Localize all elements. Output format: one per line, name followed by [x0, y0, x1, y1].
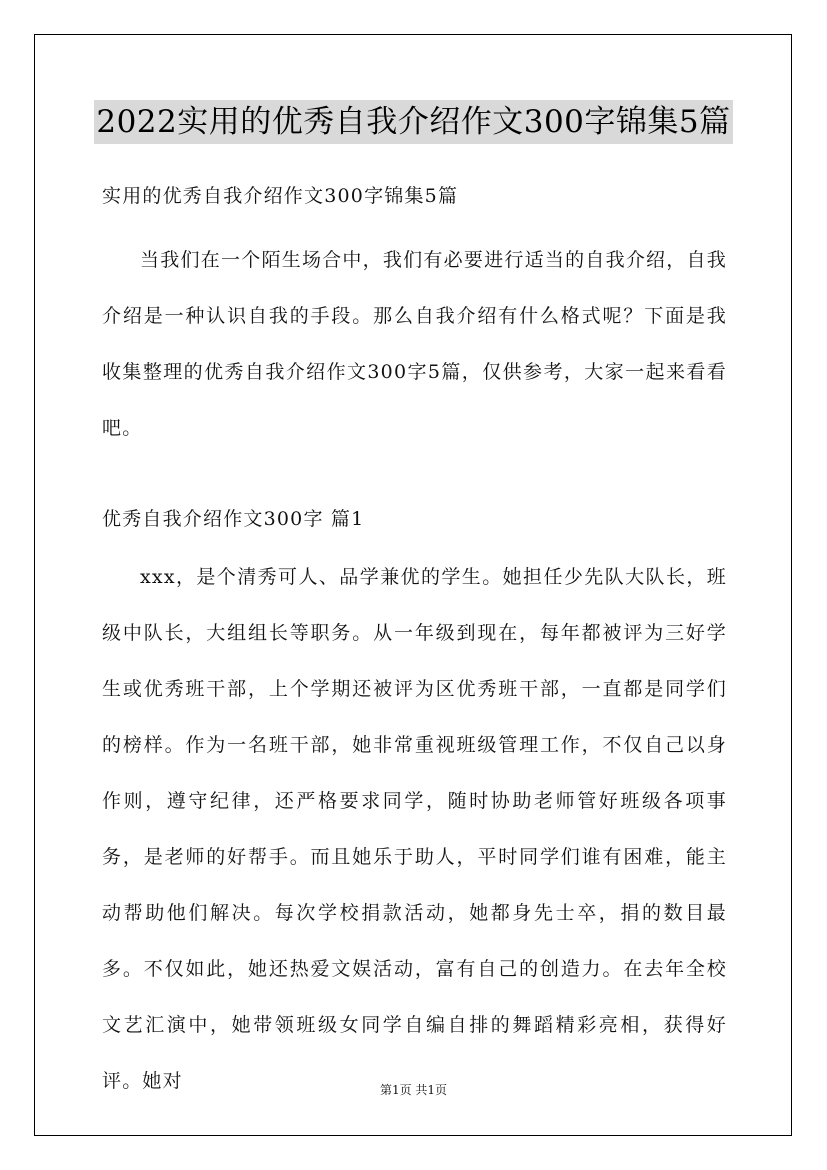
section-body	[102, 549, 727, 1109]
document-subtitle: 实用的优秀自我介绍作文300字锦集5篇	[102, 185, 459, 207]
intro-paragraph	[102, 232, 727, 456]
title-container	[0, 100, 827, 144]
section-body-text: xxx，是个清秀可人、品学兼优的学生。她担任少先队大队长，班级中队长，大组组长等职务。从一年级到现在，每年都被评为三好学生或优秀班干部，上个学期还被评为区优秀班干部，一直都是同学们的榜样。作为一名班干部，她非常重视班级管理工作，不仅自己以身作则，遵守纪律，还严格要求同学，随时协助老师管好班级各项事务，是老师的好帮手。而且她乐于助人，平时同学们谁有困难，能主动帮助他们解决。每次学校捐款活动，她都身先士卒，捐的数目最多。不仅如此，她还热爱文娱活动，富有自己的创造力。在去年全校文艺汇演中，她带领班级女同学自编自排的舞蹈精彩亮相，获得好评。她对	[102, 566, 727, 1092]
document-title: 2022实用的优秀自我介绍作文300字锦集5篇	[94, 100, 732, 144]
intro-text: 当我们在一个陌生场合中，我们有必要进行适当的自我介绍，自我介绍是一种认识自我的手段。那么自我介绍有什么格式呢？下面是我收集整理的优秀自我介绍作文300字5篇，仅供参考，大家一起来看看吧。	[102, 249, 727, 439]
page-footer: 第1页 共1页	[379, 1083, 448, 1097]
section-heading: 优秀自我介绍作文300字 篇1	[102, 508, 365, 530]
